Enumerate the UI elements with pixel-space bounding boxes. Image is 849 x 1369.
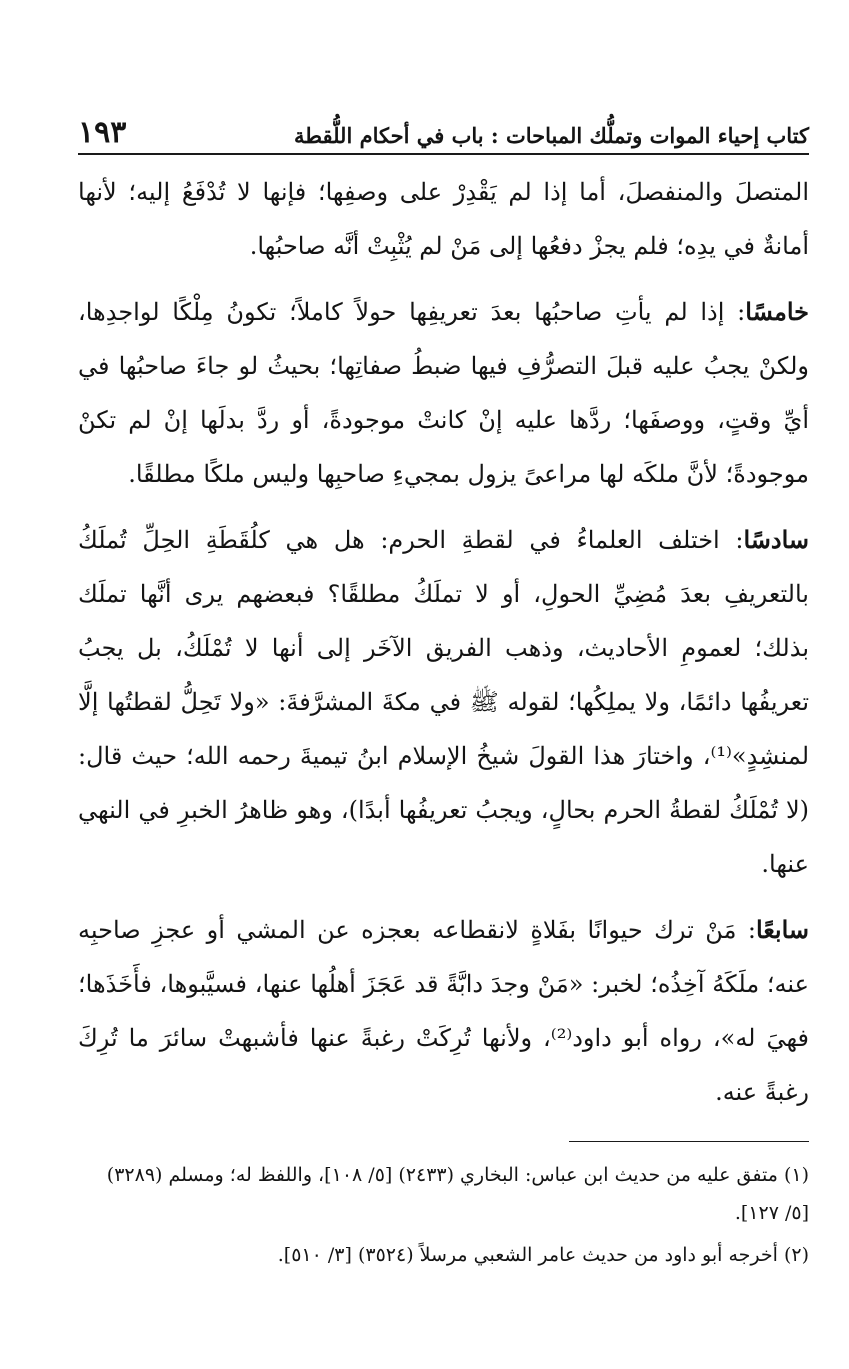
footnote-divider [569,1141,809,1142]
running-title: كتاب إحياء الموات وتملُّك المباحات : باب في أحكام اللُّقطة [293,123,809,148]
paragraph-seventh [78,903,809,1119]
paragraph-fifth [78,285,809,501]
book-page [78,115,809,1278]
footnotes [78,1156,809,1274]
paragraph-lead: سادسًا [743,525,809,554]
paragraph-text: : مَنْ ترك حيوانًا بفَلاةٍ لانقطاعه بعجزه عن المشي أو عجزِ صاحبِه عنه؛ ملَكَهُ آخِذُه؛ لخبر: «مَنْ وجدَ دابَّةً قد عَجَزَ أهلُها عنها، فسيَّبوها، فأَخَذَها؛ فهيَ له»، رواه أبو داود⁽²⁾، ولأنها تُرِكَتْ رغبةً عنها فأشبهتْ سائرَ ما تُرِكَ رغبةً عنه. [78,916,809,1106]
paragraph-text: : إذا لم يأتِ صاحبُها بعدَ تعريفِها حولاً كاملاً؛ تكونُ مِلْكًا لواجدِها، ولكنْ يجبُ عليه قبلَ التصرُّفِ فيها ضبطُ صفاتِها؛ بحيثُ لو جاءَ صاحبُها في أيِّ وقتٍ، ووصفَها؛ ردَّها عليه إنْ كانتْ موجودةً، أو ردَّ بدلَها إنْ لم تكنْ موجودةً؛ لأنَّ ملكَه لها مراعىً يزول بمجيءِ صاحبِها وليس ملكًا مطلقًا. [78,298,809,488]
paragraph-sixth [78,513,809,891]
footnote-1: (١) متفق عليه من حديث ابن عباس: البخاري (٢٤٣٣) [٥/ ١٠٨]، واللفظ له؛ ومسلم (٣٢٨٩) [٥/ ١٢٧]. [106,1164,809,1224]
paragraph-text: : اختلف العلماءُ في لقطةِ الحرم: هل هي كلُقَطَةِ الحِلِّ تُملَكُ بالتعريفِ بعدَ مُضِيِّ الحولِ، أو لا تملَكُ مطلقًا؟ فبعضهم يرى أنَّها تملَك بذلك؛ لعمومِ الأحاديث، وذهب الفريق الآخَر إلى أنها لا تُمْلَكُ، بل يجبُ تعريفُها دائمًا، ولا يملِكُها؛ لقوله ﷺ في مكةَ المشرَّفةَ: «ولا تَحِلُّ لقطتُها إلَّا لمنشِدٍ»⁽¹⁾، واختارَ هذا القولَ شيخُ الإسلام ابنُ تيميةَ رحمه الله؛ حيث قال: (لا تُمْلَكُ لقطةُ الحرم بحالٍ، ويجبُ تعريفُها أبدًا)، وهو ظاهرُ الخبرِ في النهي عنها. [78,526,809,878]
paragraph-lead: خامسًا [745,297,809,326]
main-text [78,165,809,1119]
paragraph-continuation: المتصلَ والمنفصلَ، أما إذا لم يَقْدِرْ على وصفِها؛ فإنها لا تُدْفَعُ إليه؛ لأنها أمانةٌ في يدِه؛ فلم يجزْ دفعُها إلى مَنْ لم يُثْبِتْ أنَّه صاحبُها. [78,178,809,260]
page-number: ١٩٣ [78,115,127,150]
footnote-2: (٢) أخرجه أبو داود من حديث عامر الشعبي مرسلاً (٣٥٢٤) [٣/ ٥١٠]. [277,1244,809,1266]
paragraph-lead: سابعًا [756,915,809,944]
page-header [78,115,809,155]
